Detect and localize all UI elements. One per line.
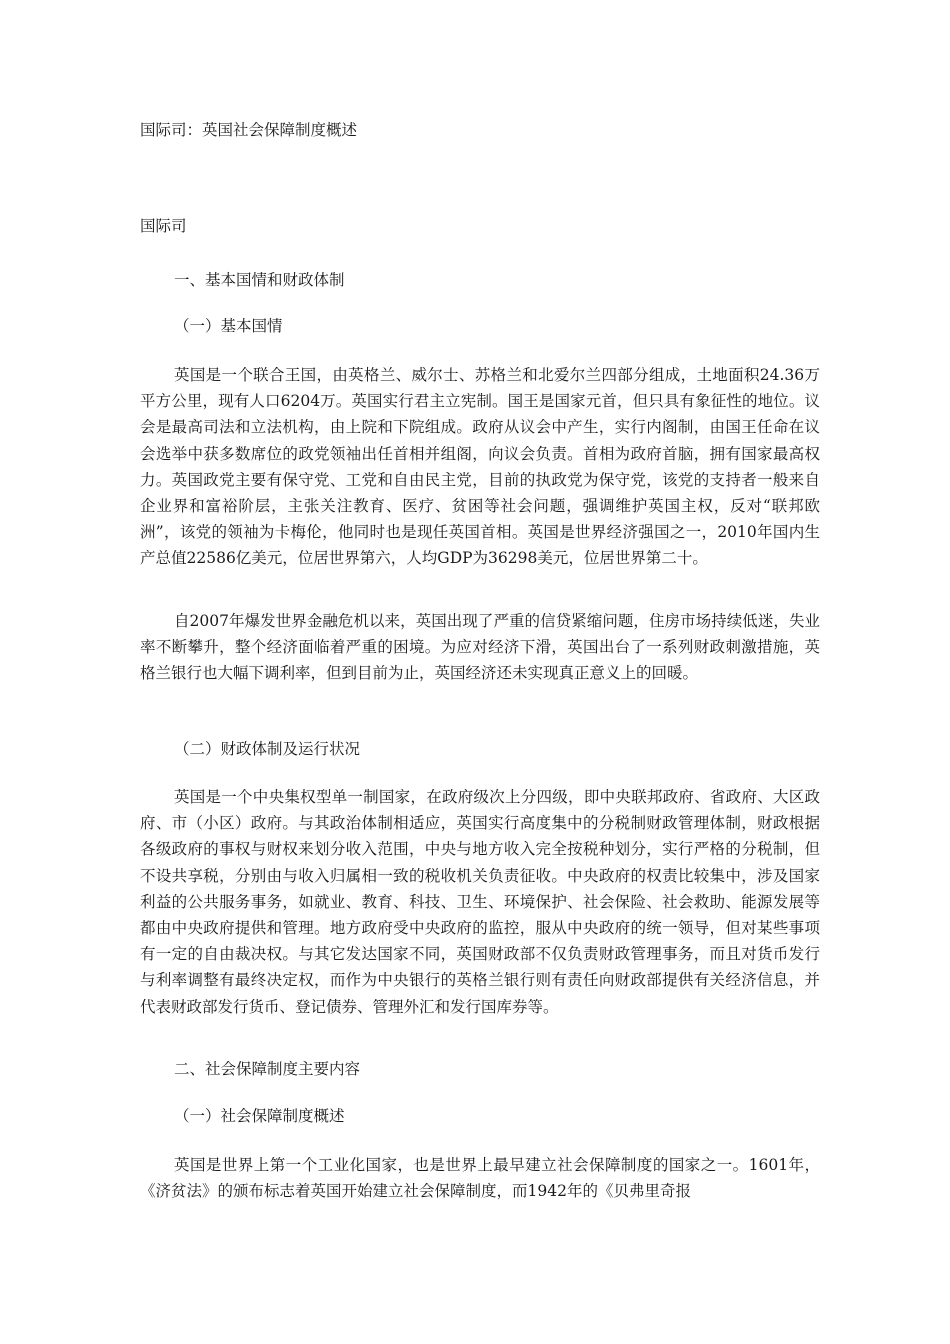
subsection-heading: （二）财政体制及运行状况 [174,740,361,758]
paragraph: 英国是一个联合王国，由英格兰、威尔士、苏格兰和北爱尔兰四部分组成，土地面积24.36万平方公里，现有人口6204万。英国实行君主立宪制。国王是国家元首，但只具有象征性的地位。议会是最高司法和立法机构，由上院和下院组成。政府从议会中产生，实行内阁制，由国王任命在议会选举中获多数席位的政党领袖出任首相并组阁，向议会负责。首相为政府首脑，拥有国家最高权力。英国政党主要有保守党、工党和自由民主党，目前的执政党为保守党，该党的支持者一般来自企业界和富裕阶层，主张关注教育、医疗、贫困等社会问题，强调维护英国主权，反对“联邦欧洲”，该党的领袖为卡梅伦，他同时也是现任英国首相。英国是世界经济强国之一，2010年国内生产总值22586亿美元，位居世界第六，人均GDP为36298美元，位居世界第二十。 [140,366,820,568]
subsection-heading: （一）基本国情 [174,317,283,335]
document-title: 国际司：英国社会保障制度概述 [140,121,358,139]
department-name: 国际司 [140,217,187,235]
section-heading: 一、基本国情和财政体制 [174,271,345,289]
paragraph: 英国是世界上第一个工业化国家，也是世界上最早建立社会保障制度的国家之一。1601年，《济贫法》的颁布标志着英国开始建立社会保障制度，而1942年的《贝弗里奇报 [140,1156,820,1201]
subsection-heading: （一）社会保障制度概述 [174,1107,345,1125]
section-heading: 二、社会保障制度主要内容 [174,1060,361,1078]
paragraph: 英国是一个中央集权型单一制国家，在政府级次上分四级，即中央联邦政府、省政府、大区政府、市（小区）政府。与其政治体制相适应，英国实行高度集中的分税制财政管理体制，财政根据各级政府的事权与财权来划分收入范围，中央与地方收入完全按税种划分，实行严格的分税制，但不设共享税，分别由与收入归属相一致的税收机关负责征收。中央政府的权责比较集中，涉及国家利益的公共服务事务，如就业、教育、科技、卫生、环境保护、社会保险、社会救助、能源发展等都由中央政府提供和管理。地方政府受中央政府的监控，服从中央政府的统一领导，但对某些事项有一定的自由裁决权。与其它发达国家不同，英国财政部不仅负责财政管理事务，而且对货币发行与利率调整有最终决定权，而作为中央银行的英格兰银行则有责任向财政部提供有关经济信息，并代表财政部发行货币、登记债券、管理外汇和发行国库券等。 [140,788,820,1016]
paragraph: 自2007年爆发世界金融危机以来，英国出现了严重的信贷紧缩问题，住房市场持续低迷，失业率不断攀升，整个经济面临着严重的困境。为应对经济下滑，英国出台了一系列财政刺激措施，英格兰银行也大幅下调利率，但到目前为止，英国经济还未实现真正意义上的回暖。 [140,612,820,683]
